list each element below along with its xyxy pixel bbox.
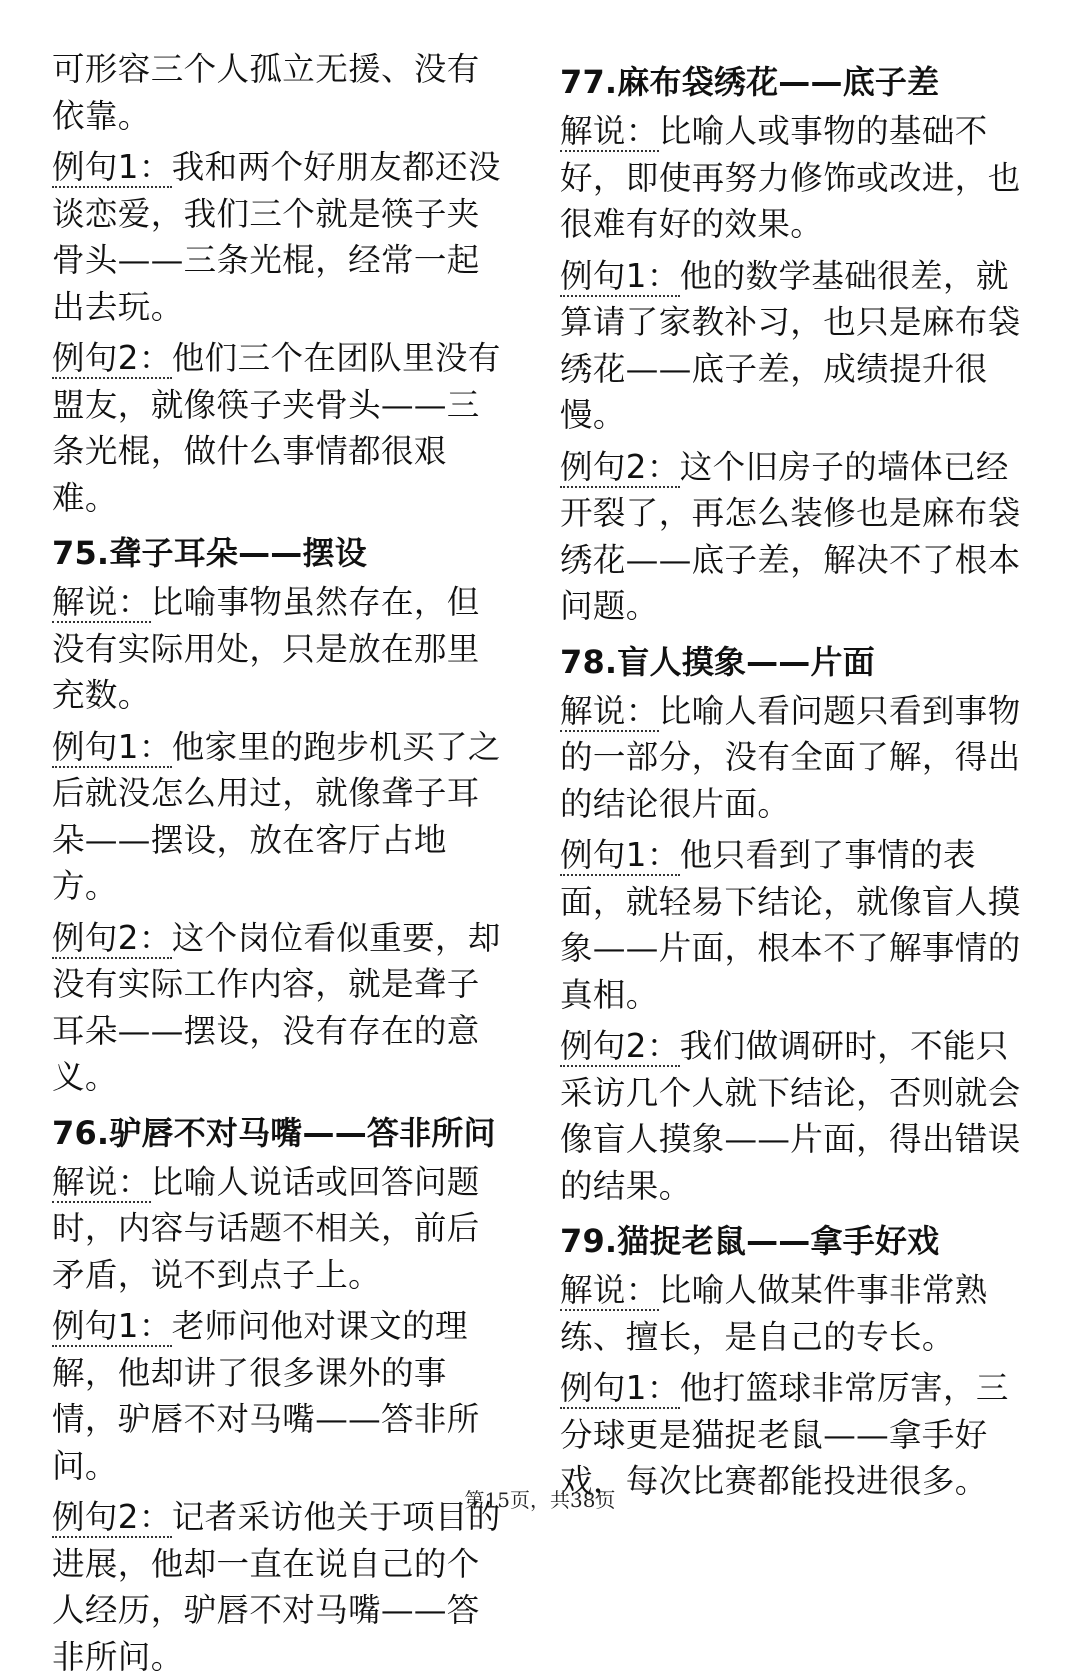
- example-text: 老师问他对课文的理解，他却讲了很多课外的事情，驴唇不对马嘴——答非所问。: [52, 1307, 480, 1485]
- entry-74-example-2: [52, 335, 512, 521]
- entry-77-example-1: [560, 253, 1030, 439]
- entry-75-title: 75.聋子耳朵——摆设: [52, 534, 367, 572]
- example-label: 例句1：: [52, 727, 172, 766]
- right-column: [560, 46, 1030, 1505]
- example-label: 例句2：: [52, 1498, 172, 1536]
- example-text: 他打篮球非常厉害，三分球更是猫捉老鼠——拿手好戏，每次比赛都能投进很多。: [560, 1369, 1009, 1500]
- left-column: [52, 46, 512, 1680]
- entry-77-definition: [560, 108, 1030, 248]
- example-label: 例句2：: [52, 918, 172, 957]
- body-text: 可形容三个人孤立无援、没有依靠。: [52, 50, 480, 135]
- example-text: 他的数学基础很差，就算请了家教补习，也只是麻布袋绣花——底子差，成绩提升很慢。: [560, 256, 1021, 434]
- example-label: 例句2：: [560, 1027, 680, 1065]
- entry-79-definition: [560, 1267, 1030, 1360]
- example-text: 我和两个好朋友都还没谈恋爱，我们三个就是筷子夹骨头——三条光棍，经常一起出去玩。: [52, 148, 501, 326]
- example-label: 例句1：: [52, 148, 172, 186]
- example-label: 例句1：: [560, 256, 680, 295]
- definition-label: 解说：: [52, 1162, 151, 1201]
- entry-75-definition: [52, 579, 512, 719]
- example-text: 他们三个在团队里没有盟友，就像筷子夹骨头——三条光棍，做什么事情都很艰难。: [52, 339, 501, 517]
- entry-77-title: 77.麻布袋绣花——底子差: [560, 63, 940, 101]
- definition-label: 解说：: [560, 1271, 659, 1309]
- definition-label: 解说：: [560, 691, 659, 730]
- definition-text: 比喻事物虽然存在，但没有实际用处，只是放在那里充数。: [52, 583, 480, 714]
- entry-76-definition: [52, 1159, 512, 1299]
- entry-75-example-1: [52, 724, 512, 910]
- example-label: 例句2：: [52, 339, 172, 377]
- example-label: 例句2：: [560, 447, 680, 486]
- entry-74-definition-continued: [52, 46, 512, 139]
- example-label: 例句1：: [560, 1369, 680, 1407]
- definition-text: 比喻人或事物的基础不好，即使再努力修饰或改进，也很难有好的效果。: [560, 112, 1021, 243]
- example-text: 他家里的跑步机买了之后就没怎么用过，就像聋子耳朵——摆设，放在客厅占地方。: [52, 727, 501, 905]
- example-text: 我们做调研时，不能只采访几个人就下结论，否则就会像盲人摸象——片面，得出错误的结果。: [560, 1027, 1021, 1205]
- definition-text: 比喻人看问题只看到事物的一部分，没有全面了解，得出的结论很片面。: [560, 691, 1021, 823]
- example-label: 例句1：: [560, 836, 680, 874]
- entry-78-definition: [560, 688, 1030, 828]
- entry-75-example-2: [52, 915, 512, 1101]
- example-text: 他只看到了事情的表面，就轻易下结论，就像盲人摸象——片面，根本不了解事情的真相。: [560, 836, 1021, 1014]
- entry-78-example-1: [560, 832, 1030, 1018]
- example-label: 例句1：: [52, 1307, 172, 1345]
- entry-79-title: 79.猫捉老鼠——拿手好戏: [560, 1222, 940, 1260]
- entry-76-example-1: [52, 1303, 512, 1489]
- example-text: 记者采访他关于项目的进展，他却一直在说自己的个人经历，驴唇不对马嘴——答非所问。: [52, 1498, 501, 1676]
- definition-text: 比喻人做某件事非常熟练、擅长，是自己的专长。: [560, 1271, 988, 1356]
- page-number: 第15页，共38页: [464, 1488, 616, 1512]
- entry-76-title: 76.驴唇不对马嘴——答非所问: [52, 1113, 496, 1152]
- example-text: 这个岗位看似重要，却没有实际工作内容，就是聋子耳朵——摆设，没有存在的意义。: [52, 918, 501, 1096]
- definition-label: 解说：: [52, 583, 151, 621]
- entry-78-example-2: [560, 1023, 1030, 1209]
- entry-74-example-1: [52, 144, 512, 330]
- definition-text: 比喻人说话或回答问题时，内容与话题不相关，前后矛盾，说不到点子上。: [52, 1162, 480, 1294]
- entry-76-example-2: [52, 1494, 512, 1680]
- definition-label: 解说：: [560, 112, 659, 150]
- entry-78-title: 78.盲人摸象——片面: [560, 642, 875, 681]
- entry-77-example-2: [560, 444, 1030, 630]
- example-text: 这个旧房子的墙体已经开裂了，再怎么装修也是麻布袋绣花——底子差，解决不了根本问题。: [560, 447, 1021, 625]
